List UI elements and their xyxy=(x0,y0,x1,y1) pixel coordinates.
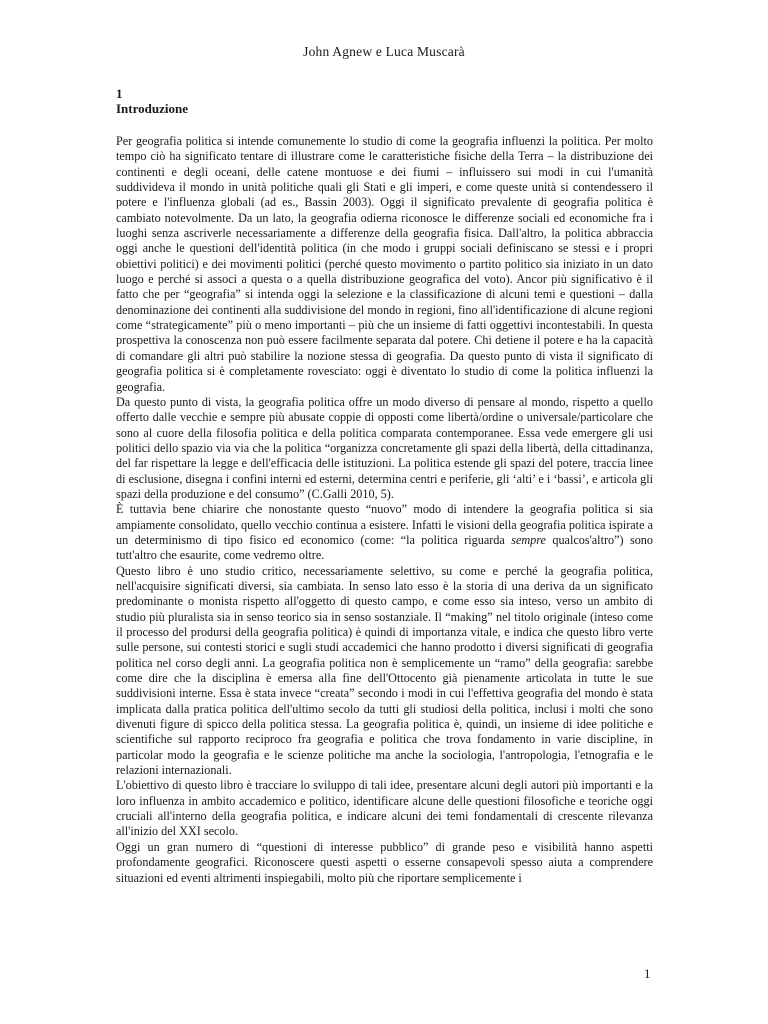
italic-text: sempre xyxy=(511,532,546,547)
text-run: Questo libro è uno studio critico, necessariamente selettivo, su come e perché la geografia politica, nell'acquisire significati diversi, sia cambiata. In senso lato esso è la storia di una deriva da un significato predominante o monista rispetto all'oggetto di questo campo, e come esso sia inteso, verso un ambito di studio più pluralista sia in senso teorico sia in senso sostanziale. Il “making” nel titolo originale (inteso come il processo del prodursi della geografia politica) è quindi di importanza vitale, e indica che questo libro verte sulle persone, sui contesti storici e sugli studi accademici che hanno prodotto i diversi significati di geografia politica nel corso degli anni. La geografia politica non è semplicemente un “ramo” della geografia: sarebbe come dire che la disciplina è emersa alla fine dell'Ottocento già pienamente articolata in tutte le sue suddivisioni interne. Essa è stata invece “creata” secondo i modi in cui l'effettiva geografia del mondo è stata implicata dalla pratica politica dell'ultimo secolo da tutti gli studiosi della politica, inclusi i molti che sono divenuti figure di spicco della politica stessa. La geografia politica è, quindi, un insieme di idee politiche e scientifiche sul rapporto reciproco fra geografia e politica che trova fondamento in varie discipline, in particolar modo la geografia e le scienze politiche ma anche la sociologia, l'antropologia, l'etnografia e le relazioni internazionali. xyxy=(116,563,653,778)
paragraph xyxy=(116,778,653,839)
chapter-number: 1 xyxy=(116,86,123,101)
chapter-title: Introduzione xyxy=(116,101,188,116)
text-run: L'obiettivo di questo libro è tracciare lo sviluppo di tali idee, presentare alcuni degli autori più importanti e la loro influenza in ambito accademico e politico, identificare alcune delle questioni filosofiche e teoriche oggi cruciali all'interno della geografia politica, e indicare alcuni dei temi fondamentali di crescente rilevanza all'inizio del XXI secolo. xyxy=(116,778,653,839)
paragraph xyxy=(116,502,653,563)
running-header: John Agnew e Luca Muscarà xyxy=(303,44,465,59)
paragraph xyxy=(116,564,653,779)
text-run: È tuttavia bene chiarire che nonostante questo “nuovo” modo di intendere la geografia politica si sia ampiamente consolidato, quello vecchio continua a esistere. Infatti le visioni della geografia politica ispirate a un determinismo di tipo fisico ed economico (come: “la politica riguarda xyxy=(116,502,653,547)
text-run: Oggi un gran numero di “questioni di interesse pubblico” di grande peso e visibilità hanno aspetti profondamente geografici. Riconoscere questi aspetti o esserne consapevoli spesso aiuta a comprendere situazioni ed eventi altrimenti inspiegabili, molto più che riportare semplicemente i xyxy=(116,839,653,885)
text-run: qualcos'altro”) sono tutt'altro che esaurite, come vedremo oltre. xyxy=(116,532,653,563)
paragraph xyxy=(116,840,653,886)
text-run: Da questo punto di vista, la geografia politica offre un modo diverso di pensare al mondo, rispetto a quello offerto dalle vecchie e sempre più abusate coppie di opposti come libertà/ordine o universale/particolare che sono al cuore della filosofia politica e della politica comparata contemporanee. Essa vede emergere gli usi politici dello spazio via via che la politica “organizza concretamente gli spazi della libertà, della cittadinanza, del far rispettare la legge e dell'efficacia delle istituzioni. La politica estende gli spazi del potere, traccia linee di esclusione, disegna i confini interni ed esterni, determina centri e periferie, gli ‘alti’ e i ‘bassi’, e articola gli spazi della produzione e del consumo” (C.Galli 2010, 5). xyxy=(116,394,653,501)
paragraph xyxy=(116,134,653,395)
page-number: 1 xyxy=(644,966,651,981)
body-text xyxy=(116,134,653,886)
text-run: Per geografia politica si intende comunemente lo studio di come la geografia influenzi la politica. Per molto tempo ciò ha significato tentare di illustrare come le caratteristiche fisiche della Terra – la distribuzione dei continenti e degli oceani, delle catene montuose e dei fiumi – influissero sui modi in cui l'umanità suddivideva il mondo in unità politiche quali gli Stati e gli imperi, e come queste unità si contendessero il potere e l'influenza globali (ad es., Bassin 2003). Oggi il significato prevalente di geografia politica è cambiato notevolmente. Da un lato, la geografia odierna riconosce le differenze sociali ed economiche fra i luoghi senza ascriverle necessariamente a differenze della geografia fisica. Dall'altro, la politica abbraccia oggi anche le questioni dell'identità politica (in che modo i gruppi sociali definiscano se stessi e i propri obiettivi politici) e dei movimenti politici (perché questo movimento o partito politico sia iniziato in un dato luogo e perché si associ a questa o a quella distribuzione geografica del voto). Ancor più significativo è il fatto che per “geografia” si intenda oggi la selezione e la classificazione di alcuni temi e questioni – dalla denominazione dei continenti alla suddivisione del mondo in regioni, fino all'identificazione di alcune regioni come “strategicamente” più o meno importanti – più che un insieme di fatti oggettivi incontestabili. In questa prospettiva la conoscenza non può essere facilmente separata dal potere. Chi detiene il potere e ha la capacità di comandare gli altri può stabilire la nozione stessa di geografia. Da questo punto di vista il significato di geografia politica si è completamente rovesciato: oggi è diventato lo studio di come la politica influenzi la geografia. xyxy=(116,134,653,394)
paragraph xyxy=(116,395,653,502)
